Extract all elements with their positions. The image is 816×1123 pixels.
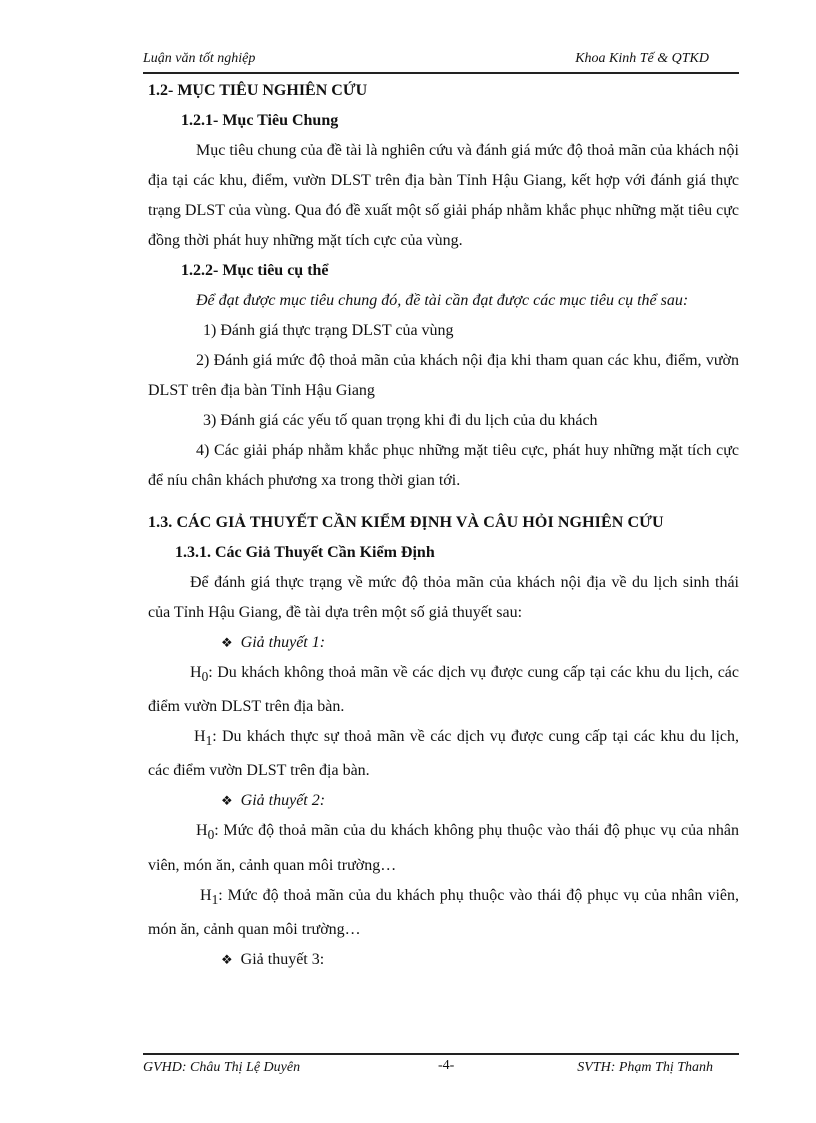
page-header	[143, 50, 739, 74]
hypothesis-3-label: ❖ Giả thuyết 3:	[221, 950, 325, 968]
hypotheses-intro-paragraph: Để đánh giá thực trạng về mức độ thỏa mãn của khách nội địa về du lịch sinh thái của Tỉnh Hậu Giang, đề tài dựa trên một số giả thuyết sau:	[148, 574, 739, 621]
hypothesis-1-h1: $H_1$: Du khách thực sự thoả mãn về các dịch vụ được cung cấp tại các khu du lịch, các điểm vườn DLST trên địa bàn.	[148, 728, 739, 780]
hypothesis-2-h1: $H_1$: Mức độ thoả mãn của du khách phụ thuộc vào thái độ phục vụ của nhân viên, món ăn, cảnh quan môi trường…	[148, 886, 739, 938]
page-number: -4-	[438, 1058, 455, 1073]
hypothesis-1-h0: $H_0$: Du khách không thoả mãn về các dịch vụ được cung cấp tại các khu du lịch, các điểm vườn DLST trên địa bàn.	[148, 664, 739, 716]
specific-objectives-intro: Để đạt được mục tiêu chung đó, đề tài cần đạt được các mục tiêu cụ thể sau:	[196, 292, 689, 309]
footer-advisor: GVHD: Châu Thị Lệ Duyên	[143, 1060, 301, 1075]
hypothesis-1-label: ❖ Giả thuyết 1:	[221, 634, 326, 651]
diamond-bullet-icon: ❖	[221, 635, 233, 650]
page-content	[148, 76, 739, 975]
header-faculty-label: Khoa Kinh Tế & QTKD	[575, 51, 709, 66]
page-footer	[143, 1053, 739, 1079]
header-thesis-label: Luận văn tốt nghiệp	[143, 51, 256, 66]
diamond-bullet-icon: ❖	[221, 793, 233, 809]
section-1-3-1-heading: 1.3.1. Các Giả Thuyết Cần Kiểm Định	[175, 544, 435, 561]
hypothesis-2-label: ❖ Giả thuyết 2:	[221, 792, 326, 810]
objective-item: 1) Đánh giá thực trạng DLST của vùng	[203, 322, 454, 339]
objective-item: 2) Đánh giá mức độ thoả mãn của khách nội địa khi tham quan các khu, điểm, vườn DLST trên địa bàn Tỉnh Hậu Giang	[148, 352, 739, 399]
general-objective-paragraph: Mục tiêu chung của đề tài là nghiên cứu và đánh giá mức độ thoả mãn của khách nội địa tại các khu, điểm, vườn DLST trên địa bàn Tỉnh Hậu Giang, kết hợp với đánh giá thực trạng DLST của vùng. Qua đó đề xuất một số giải pháp nhằm khắc phục những mặt tiêu cực đồng thời phát huy những mặt tích cực của vùng.	[148, 142, 739, 249]
section-1-2-2-heading: 1.2.2- Mục tiêu cụ thể	[181, 262, 329, 279]
footer-student: SVTH: Phạm Thị Thanh	[577, 1060, 713, 1075]
section-1-3-heading: 1.3. CÁC GIẢ THUYẾT CẦN KIỂM ĐỊNH VÀ CÂU HỎI NGHIÊN CỨU	[148, 514, 664, 531]
hypothesis-2-h0: $H_0$: Mức độ thoả mãn của du khách không phụ thuộc vào thái độ phục vụ của nhân viên, món ăn, cảnh quan môi trường…	[148, 822, 739, 874]
section-1-2-heading: 1.2- MỤC TIÊU NGHIÊN CỨU	[148, 82, 368, 99]
objective-item: 4) Các giải pháp nhằm khắc phục những mặt tiêu cực, phát huy những mặt tích cực để níu chân khách phương xa trong thời gian tới.	[148, 442, 739, 489]
objective-item: 3) Đánh giá các yếu tố quan trọng khi đi du lịch của du khách	[203, 412, 598, 429]
section-1-2-1-heading: 1.2.1- Mục Tiêu Chung	[181, 112, 339, 129]
diamond-bullet-icon: ❖	[221, 951, 233, 967]
